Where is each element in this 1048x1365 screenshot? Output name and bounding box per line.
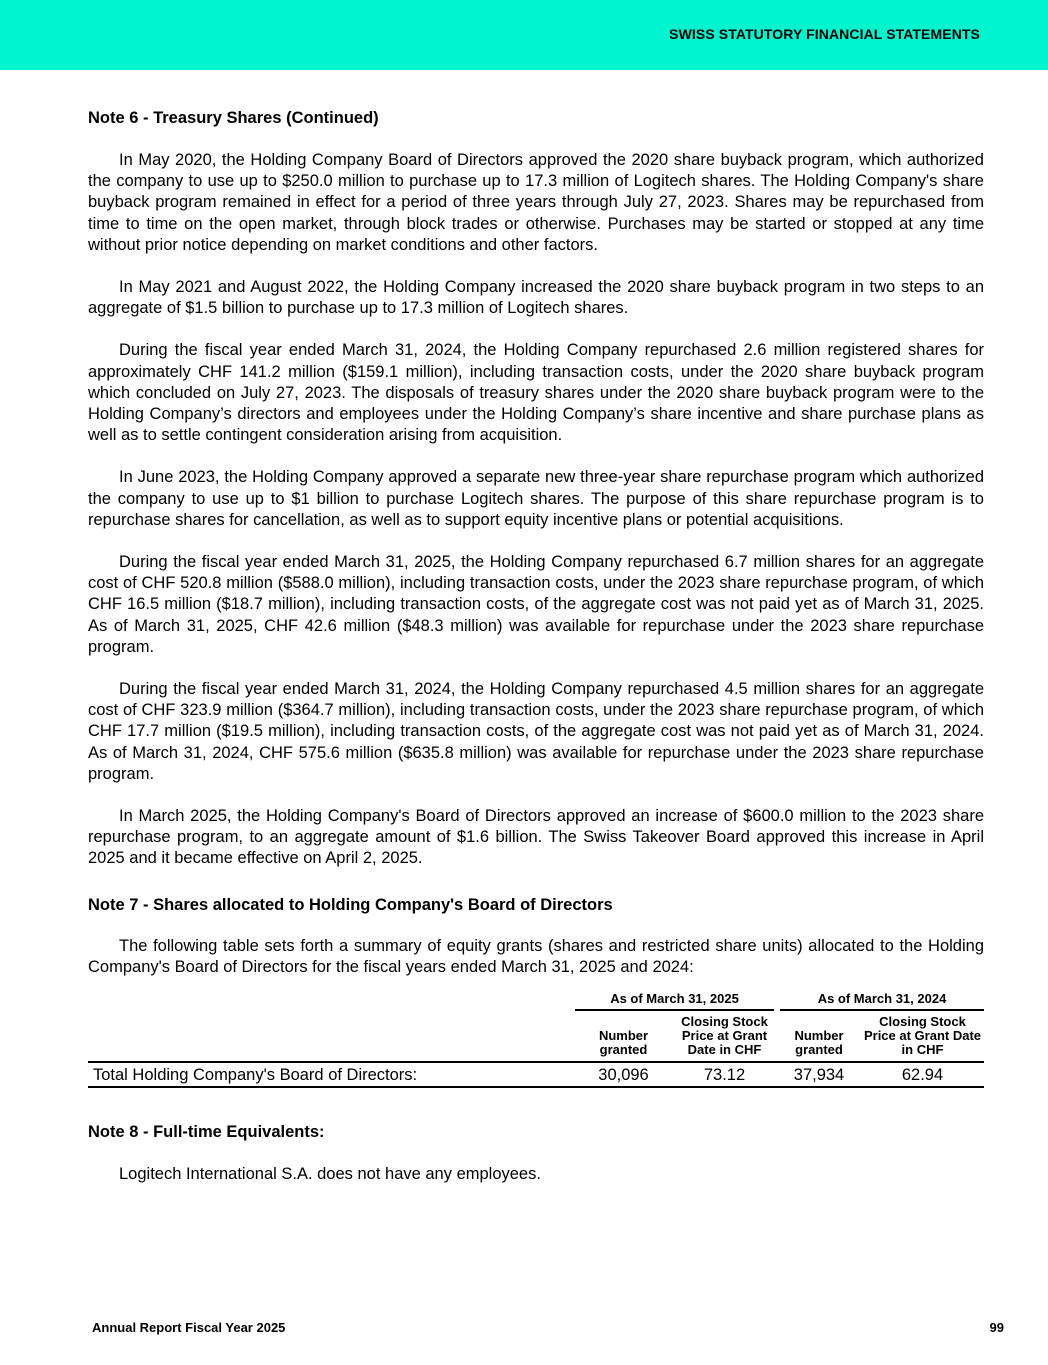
footer-report-title: Annual Report Fiscal Year 2025 [92, 1320, 286, 1335]
note-7-intro: The following table sets forth a summary of equity grants (shares and restricted share units) allocated to the Holding Company's Board of Directors for the fiscal years ended March 31, 2025 and 2024: [88, 936, 984, 976]
equity-grants-table [88, 992, 984, 1088]
number-granted-2025: 30,096 [575, 1062, 672, 1087]
closing-price-2025: 73.12 [672, 1062, 777, 1087]
note-6-paragraph: During the fiscal year ended March 31, 2024, the Holding Company repurchased 2.6 million registered shares for approximately CHF 141.2 million ($159.1 million), including transaction costs, under the 2020 share buyback program which concluded on July 27, 2023. The disposals of treasury shares under the 2020 share buyback program were to the Holding Company’s directors and employees under the Holding Company’s share incentive and share purchase plans as well as to settle contingent consideration arising from acquisition. [88, 341, 984, 445]
note-8-heading: Note 8 - Full-time Equivalents: [88, 1123, 325, 1142]
column-header-number-granted-2024: Number granted [777, 1010, 861, 1062]
closing-price-2024: 62.94 [861, 1062, 984, 1087]
note-6-paragraph: In June 2023, the Holding Company approved a separate new three-year share repurchase program which authorized the company to use up to $1 billion to purchase Logitech shares. The purpose of this share repurchase program is to repurchase shares for cancellation, as well as to support equity incentive plans or potential acquisitions. [88, 468, 984, 529]
column-header-number-granted-2025: Number granted [575, 1010, 672, 1062]
column-header-closing-price-2025: Closing Stock Price at Grant Date in CHF [672, 1010, 777, 1062]
note-7-heading: Note 7 - Shares allocated to Holding Company's Board of Directors [88, 895, 613, 914]
page-number: 99 [989, 1320, 1004, 1335]
group-header-2025: As of March 31, 2025 [575, 992, 777, 1010]
group-header-2024: As of March 31, 2024 [777, 992, 984, 1010]
note-6-paragraph: In May 2021 and August 2022, the Holding Company increased the 2020 share buyback program in two steps to an aggregate of $1.5 billion to purchase up to 17.3 million of Logitech shares. [88, 278, 984, 318]
note-8-text: Logitech International S.A. does not have any employees. [119, 1165, 541, 1184]
table-row [88, 1062, 984, 1087]
table-column-header-row [88, 1010, 984, 1062]
note-6-paragraph: During the fiscal year ended March 31, 2025, the Holding Company repurchased 6.7 million shares for an aggregate cost of CHF 520.8 million ($588.0 million), including transaction costs, under the 2023 share repurchase program, of which CHF 16.5 million ($18.7 million), including transaction costs, of the aggregate cost was not paid yet as of March 31, 2025. As of March 31, 2025, CHF 42.6 million ($48.3 million) was available for repurchase under the 2023 share repurchase program. [88, 553, 984, 656]
section-title: SWISS STATUTORY FINANCIAL STATEMENTS [669, 26, 980, 42]
number-granted-2024: 37,934 [777, 1062, 861, 1087]
note-6-paragraph: In May 2020, the Holding Company Board of Directors approved the 2020 share buyback program, which authorized the company to use up to $250.0 million to purchase up to 17.3 million of Logitech shares. The Holding Company's share buyback program remained in effect for a period of three years through July 27, 2023. Shares may be repurchased from time to time on the open market, through block trades or otherwise. Purchases may be started or stopped at any time without prior notice depending on market conditions and other factors. [88, 151, 984, 254]
row-label: Total Holding Company's Board of Directors: [88, 1062, 575, 1087]
header-band [0, 0, 1048, 70]
column-header-closing-price-2024: Closing Stock Price at Grant Date in CHF [861, 1010, 984, 1062]
page-content [88, 107, 984, 1185]
note-6-paragraph: During the fiscal year ended March 31, 2024, the Holding Company repurchased 4.5 million shares for an aggregate cost of CHF 323.9 million ($364.7 million), including transaction costs, under the 2023 share repurchase program, of which CHF 17.7 million ($19.5 million), including transaction costs, of the aggregate cost was not paid yet as of March 31, 2024. As of March 31, 2024, CHF 575.6 million ($635.8 million) was available for repurchase under the 2023 share repurchase program. [88, 680, 984, 783]
note-6-paragraph: In March 2025, the Holding Company's Board of Directors approved an increase of $600.0 million to the 2023 share repurchase program, to an aggregate amount of $1.6 billion. The Swiss Takeover Board approved this increase in April 2025 and it became effective on April 2, 2025. [88, 807, 984, 868]
note-6-heading: Note 6 - Treasury Shares (Continued) [88, 109, 379, 127]
table-group-header-row [88, 992, 984, 1010]
